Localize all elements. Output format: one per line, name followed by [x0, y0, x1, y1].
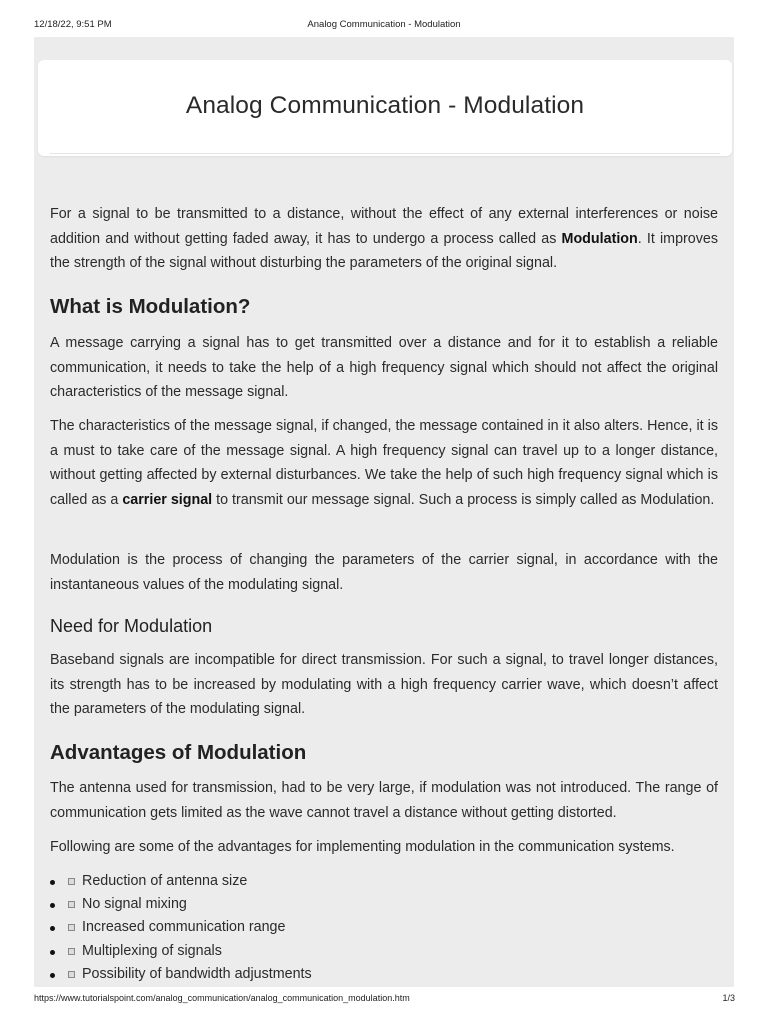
- intro-text-1: For a signal to be transmitted to a distance, without the effect of any external interferences or noise addition and without getting faded away, it has to undergo a process called as: [50, 206, 718, 247]
- bullet-icon: [50, 903, 55, 908]
- intro-paragraph: [50, 202, 718, 276]
- print-date: 12/18/22, 9:51 PM: [34, 19, 112, 30]
- source-url: https://www.tutorialspoint.com/analog_communication/analog_communication_modulation.htm: [34, 993, 410, 1003]
- list-item-text: Reduction of antenna size: [82, 873, 248, 889]
- checkbox-glyph-icon: [68, 924, 75, 931]
- heading-advantages-of-modulation: Advantages of Modulation: [50, 741, 307, 764]
- advantages-paragraph-1: The antenna used for transmission, had to be very large, if modulation was not introduced. The range of communication gets limited as the wave cannot travel a distance without getting distorted.: [50, 780, 718, 821]
- what-is-p2-text-2: to transmit our message signal. Such a process is simply called as Modulation.: [212, 491, 715, 508]
- bullet-icon: [50, 973, 55, 978]
- what-is-paragraph-2: [50, 414, 718, 512]
- checkbox-glyph-icon: [68, 948, 75, 955]
- page-title: Analog Communication - Modulation: [185, 92, 585, 119]
- what-is-paragraph-1: A message carrying a signal has to get transmitted over a distance and for it to establish a reliable communication, it needs to take the help of a high frequency signal which should not affect the original characteristics of the message signal.: [50, 335, 718, 400]
- what-is-p2-text-1: The characteristics of the message signal, if changed, the message contained in it also alters. Hence, it is a must to take care of the message signal. A high frequency signal can travel up to a longer distance, without getting affected by external disturbances. We take the help of such high frequency signal which is called as a: [50, 418, 718, 508]
- print-footer: [0, 990, 768, 1024]
- advantages-paragraph-2: Following are some of the advantages for implementing modulation in the communication systems.: [50, 839, 675, 855]
- list-item-text: Increased communication range: [82, 919, 286, 936]
- list-item-text: Possibility of bandwidth adjustments: [82, 965, 312, 982]
- advantages-list: [50, 870, 718, 986]
- what-is-paragraph-3: Modulation is the process of changing the parameters of the carrier signal, in accordance with the instantaneous values of the modulating signal.: [50, 552, 718, 593]
- bullet-icon: [50, 880, 55, 885]
- need-paragraph: Baseband signals are incompatible for direct transmission. For such a signal, to travel longer distances, its strength has to be increased by modulating with a high frequency carrier wave, which doesn’t affect the parameters of the modulating signal.: [50, 652, 718, 717]
- checkbox-glyph-icon: [68, 901, 75, 908]
- list-item-text: Multiplexing of signals: [82, 942, 222, 959]
- intro-bold-term: Modulation: [561, 230, 638, 247]
- list-item: [50, 940, 718, 963]
- print-header: [0, 0, 768, 36]
- title-divider: [50, 153, 720, 154]
- bullet-icon: [50, 926, 55, 931]
- list-item: [50, 963, 718, 986]
- heading-what-is-modulation: What is Modulation?: [50, 295, 251, 318]
- print-doc-title: Analog Communication - Modulation: [307, 19, 461, 30]
- checkbox-glyph-icon: [68, 971, 75, 978]
- checkbox-glyph-icon: [68, 878, 75, 885]
- intro-text-2: . It improves the strength of the signal without disturbing the parameters of the original signal.: [50, 230, 719, 271]
- bullet-icon: [50, 950, 55, 955]
- list-item: [50, 893, 718, 916]
- list-item: [50, 916, 718, 939]
- title-card: [38, 60, 732, 156]
- carrier-signal-term: carrier signal: [122, 491, 213, 508]
- list-item: [50, 870, 718, 893]
- list-item-text: No signal mixing: [82, 896, 187, 913]
- page-number: 1/3: [722, 993, 735, 1003]
- heading-need-for-modulation: Need for Modulation: [50, 616, 213, 636]
